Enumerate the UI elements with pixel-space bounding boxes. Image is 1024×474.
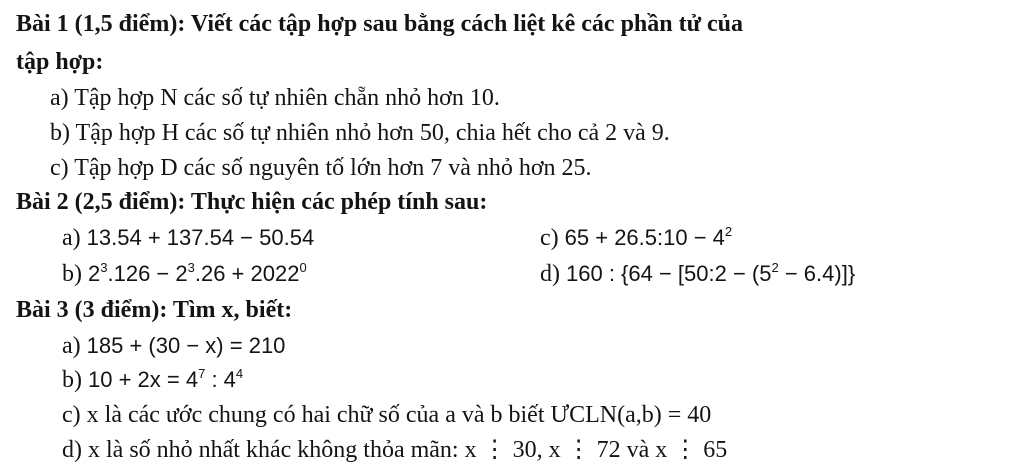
bai3-a-label: a) — [62, 333, 81, 359]
bai1-item-b: b) Tập hợp H các số tự nhiên nhỏ hơn 50, chia hết cho cả 2 và 9. — [50, 120, 670, 146]
bai1-title-cont: tập hợp: — [16, 49, 104, 75]
bai2-item-b — [62, 260, 307, 288]
bai1-item-a: a) Tập hợp N các số tự nhiên chẵn nhỏ hơn 10. — [50, 85, 500, 111]
bai2-b-label: b) — [62, 261, 82, 287]
bai1-title: Bài 1 (1,5 điểm): Viết các tập hợp sau bằng cách liệt kê các phần tử của — [16, 11, 744, 37]
bai2-title: Bài 2 (2,5 điểm): Thực hiện các phép tính sau: — [16, 189, 488, 215]
bai3-b-label: b) — [62, 367, 82, 393]
bai2-a-expression: 13.54 + 137.54 − 50.54 — [86, 225, 315, 250]
bai2-c-expression: 65 + 26.5:10 − $4^2$ — [564, 224, 733, 250]
bai3-b-expression: $10 + 2x = 4^7$ : $4^4$ — [88, 366, 244, 392]
bai3-item-b — [62, 366, 243, 394]
bai2-item-d — [540, 260, 855, 288]
bai3-item-c: c) x là các ước chung có hai chữ số của a và b biết ƯCLN(a,b) = 40 — [62, 402, 712, 428]
bai2-d-label: d) — [540, 261, 560, 287]
bai2-d-expression: 160 : {64 − [50:2 − $(5^2 - 6.4)$]} — [566, 260, 856, 286]
bai3-title: Bài 3 (3 điểm): Tìm x, biết: — [16, 297, 293, 323]
bai2-item-a — [62, 224, 314, 252]
bai3-item-d: d) x là số nhỏ nhất khác không thỏa mãn: x ⋮ 30, x ⋮ 72 và x ⋮ 65 — [62, 437, 728, 463]
bai2-a-label: a) — [62, 225, 81, 251]
bai2-c-label: c) — [540, 225, 559, 251]
bai3-a-expression: 185 + (30 − x) = 210 — [86, 333, 286, 358]
bai1-item-c: c) Tập hợp D các số nguyên tố lớn hơn 7 và nhỏ hơn 25. — [50, 155, 592, 181]
bai2-b-expression: $2^3.126 - 2^3.26 + 2022^0$ — [88, 260, 307, 286]
bai3-item-a — [62, 332, 285, 360]
bai2-item-c — [540, 224, 732, 252]
